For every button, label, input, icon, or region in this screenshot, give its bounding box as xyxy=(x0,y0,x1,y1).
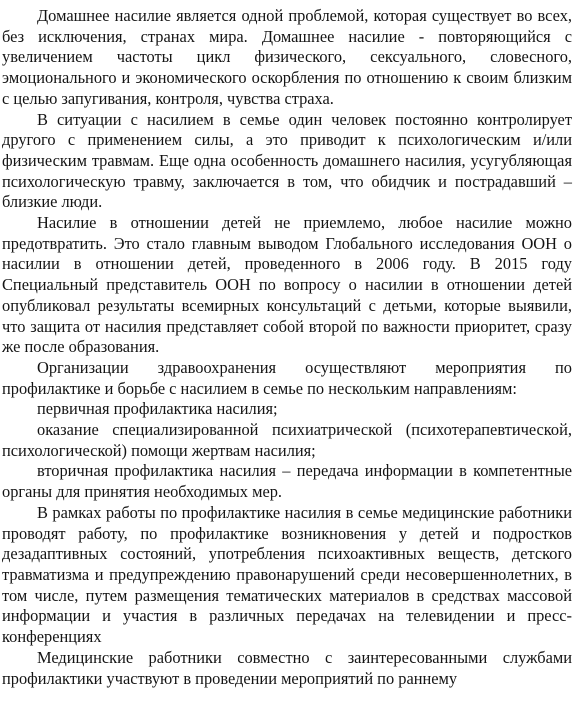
list-item-primary-prevention: первичная профилактика насилия; xyxy=(37,399,278,419)
list-item-secondary-prevention: вторичная профилактика насилия – передача информации в компетентные органы для принятия необходимых мер. xyxy=(2,461,572,502)
paragraph-domestic-violence-definition: Домашнее насилие является одной проблемой, которая существует во всех, без исключения, странах мира. Домашнее насилие - повторяющийся с увеличением частоты цикл физического, сексуального, словесного, эмоционального и экономического оскорбления по отношению к своим близким с целью запугивания, контроля, чувства страха. xyxy=(2,6,572,108)
paragraph-family-violence-situation: В ситуации с насилием в семье один человек постоянно контролирует другого с применением силы, а это приводит к психологическим и/или физическим травмам. Еще одна особенность домашнего насилия, усугубляющая психологическую травму, заключается в том, что обидчик и пострадавший – близкие люди. xyxy=(2,109,572,212)
paragraph-medical-workers-prevention: В рамках работы по профилактике насилия в семье медицинские работники проводят работу, по профилактике возникновения у детей и подростков дезадаптивных состояний, употребления психоактивных веществ, детского травматизма и предупреждению правонарушений среди несовершеннолетних, в том числе, путем размещения тематических материалов в средствах массовой информации и участия в различных передачах на телевидении и пресс-конференциях xyxy=(2,502,572,647)
list-item-specialized-help: оказание специализированной психиатрической (психотерапевтической, психологической) помощи жертвам насилия; xyxy=(2,420,572,460)
document-page xyxy=(2,6,572,689)
paragraph-medical-workers-cooperation: Медицинские работники совместно с заинтересованными службами профилактики участвуют в проведении мероприятий по раннему xyxy=(2,647,572,688)
paragraph-healthcare-directions: Организации здравоохранения осуществляют мероприятия по профилактике и борьбе с насилием в семье по нескольким направлениям: xyxy=(2,357,572,398)
paragraph-violence-against-children: Насилие в отношении детей не приемлемо, любое насилие можно предотвратить. Это стало главным выводом Глобального исследования ООН о насилии в отношении детей, проведенного в 2006 году. В 2015 году Специальный представитель ООН по вопросу о насилии в отношении детей опубликовал результаты всемирных консультаций с детьми, которые выявили, что защита от насилия представляет собой второй по важности приоритет, сразу же после образования. xyxy=(2,213,572,357)
